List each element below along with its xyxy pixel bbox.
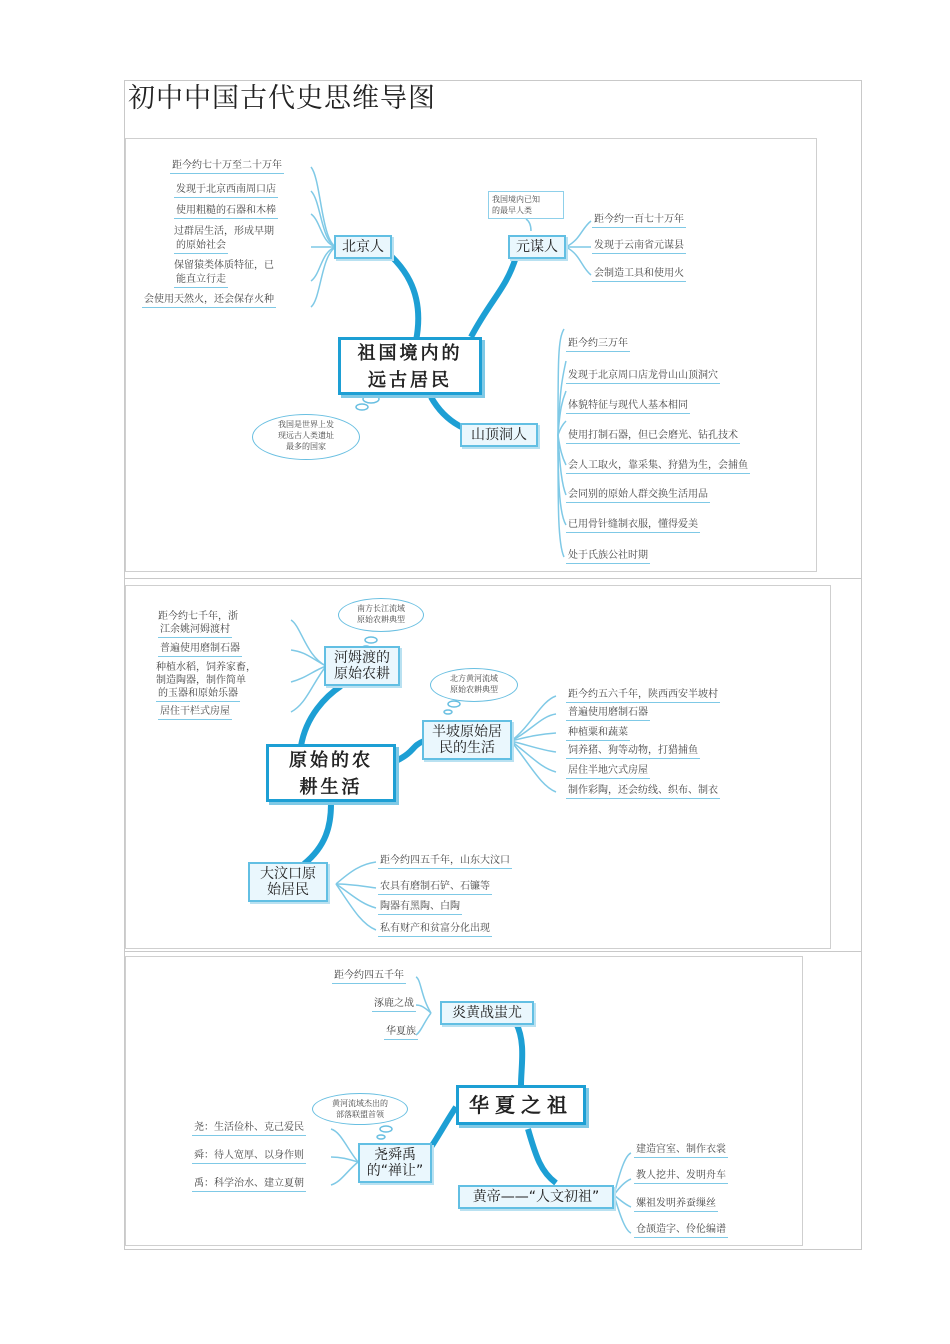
leaf-hemudu-2: 普遍使用磨制石器 — [158, 642, 242, 657]
leaf-shanding-7: 已用骨针缝制衣服，懂得爱美 — [566, 518, 700, 533]
note-bubble-south: 南方长江流域 原始农耕典型 — [338, 598, 424, 632]
node-dawenkou: 大汶口原 始居民 — [248, 862, 328, 902]
leaf-banpo-2: 普遍使用磨制石器 — [566, 706, 650, 721]
leaf-dawenkou-1: 距今约四五千年，山东大汶口 — [378, 854, 512, 869]
row-divider — [124, 951, 862, 952]
leaf-beijing-6: 会使用天然火，还会保存火种 — [142, 293, 276, 308]
leaf-banpo-3: 种植粟和蔬菜 — [566, 726, 630, 741]
mindmap-ancient-residents — [125, 138, 817, 572]
node-banpo: 半坡原始居 民的生活 — [422, 720, 512, 760]
leaf-shanding-2: 发现于北京周口店龙骨山山顶洞穴 — [566, 369, 720, 384]
mindmap-huaxia-ancestors — [125, 956, 803, 1246]
leaf-huangdi-1: 建造宫室、制作衣裳 — [634, 1143, 728, 1158]
leaf-dawenkou-4: 私有财产和贫富分化出现 — [378, 922, 492, 937]
leaf-beijing-4b: 的原始社会 — [174, 239, 228, 254]
leaf-huangdi-2: 教人挖井、发明舟车 — [634, 1169, 728, 1184]
leaf-shanding-1: 距今约三万年 — [566, 337, 630, 352]
leaf-beijing-5a: 保留猿类体质特征，已 — [174, 260, 274, 271]
leaf-shanding-5: 会人工取火，靠采集、狩猎为生，会捕鱼 — [566, 459, 750, 474]
leaf-banpo-1: 距今约五六千年，陕西西安半坡村 — [566, 688, 720, 703]
leaf-yu: 禹：科学治水、建立夏朝 — [192, 1177, 306, 1192]
leaf-beijing-1: 距今约七十万至二十万年 — [170, 159, 284, 174]
note-bubble-north: 北方黄河流域 原始农耕典型 — [430, 668, 518, 702]
mindmap-farming-life — [125, 585, 831, 949]
leaf-yuanmou-3: 会制造工具和使用火 — [592, 267, 686, 282]
node-beijing-man: 北京人 — [334, 235, 392, 259]
leaf-hemudu-4: 居住干栏式房屋 — [158, 705, 232, 720]
center-node: 原始的农 耕生活 — [266, 744, 396, 802]
leaf-yao: 尧：生活俭朴、克己爱民 — [192, 1121, 306, 1136]
leaf-shun: 舜：待人宽厚、以身作则 — [192, 1149, 306, 1164]
note-bubble-sites: 我国是世界上发 现远古人类遗址 最多的国家 — [252, 414, 360, 460]
node-yuanmou-man: 元谋人 — [508, 235, 566, 259]
leaf-yanhuang-2: 涿鹿之战 — [372, 997, 416, 1012]
center-node — [338, 337, 482, 395]
node-shanding-man: 山顶洞人 — [460, 423, 538, 447]
leaf-hemudu-1b: 江余姚河姆渡村 — [158, 623, 232, 638]
node-huangdi: 黄帝——“人文初祖” — [458, 1185, 614, 1209]
leaf-yuanmou-2: 发现于云南省元谋县 — [592, 239, 686, 254]
leaf-hemudu-3b: 制造陶器，制作简单 — [156, 675, 246, 686]
leaf-beijing-4a: 过群居生活，形成早期 — [174, 226, 274, 237]
leaf-hemudu-3a: 种植水稻，饲养家畜， — [156, 662, 256, 673]
node-hemudu: 河姆渡的 原始农耕 — [324, 646, 400, 686]
note-bubble-leaders: 黄河流域杰出的 部落联盟首领 — [312, 1093, 408, 1125]
leaf-banpo-5: 居住半地穴式房屋 — [566, 764, 650, 779]
node-yanhuang: 炎黄战蚩尤 — [440, 1001, 534, 1025]
leaf-banpo-6: 制作彩陶，还会纺线、织布、制衣 — [566, 784, 720, 799]
leaf-hemudu-3c: 的玉器和原始乐器 — [156, 687, 240, 702]
center-node: 华夏之祖 — [456, 1085, 586, 1125]
leaf-hemudu-1a: 距今约七千年，浙 — [158, 611, 238, 622]
leaf-yuanmou-1: 距今约一百七十万年 — [592, 213, 686, 228]
leaf-banpo-4: 饲养猪、狗等动物，打猎捕鱼 — [566, 744, 700, 759]
center-line-1: 祖国境内的 — [357, 343, 463, 364]
leaf-beijing-5b: 能直立行走 — [174, 273, 228, 288]
leaf-shanding-8: 处于氏族公社时期 — [566, 549, 650, 564]
leaf-yanhuang-1: 距今约四五千年 — [332, 969, 406, 984]
row-divider — [124, 578, 862, 579]
leaf-yanhuang-3: 华夏族 — [384, 1025, 418, 1040]
leaf-dawenkou-3: 陶器有黑陶、白陶 — [378, 900, 462, 915]
leaf-shanding-6: 会同别的原始人群交换生活用品 — [566, 488, 710, 503]
note-yuanmou: 我国境内已知 的最早人类 — [488, 191, 564, 219]
leaf-huangdi-3: 嫘祖发明养蚕缫丝 — [634, 1197, 718, 1212]
leaf-beijing-3: 使用粗糙的石器和木棒 — [174, 204, 278, 219]
leaf-shanding-4: 使用打制石器，但已会磨光、钻孔技术 — [566, 429, 740, 444]
leaf-huangdi-4: 仓颉造字、伶伦编谱 — [634, 1223, 728, 1238]
leaf-beijing-2: 发现于北京西南周口店 — [174, 183, 278, 198]
page-title: 初中中国古代史思维导图 — [128, 83, 436, 114]
node-yaoshunyu: 尧舜禹 的“禅让” — [358, 1143, 432, 1183]
center-line-2: 远古居民 — [368, 370, 452, 391]
leaf-dawenkou-2: 农具有磨制石铲、石镰等 — [378, 880, 492, 895]
leaf-shanding-3: 体貌特征与现代人基本相同 — [566, 399, 690, 414]
